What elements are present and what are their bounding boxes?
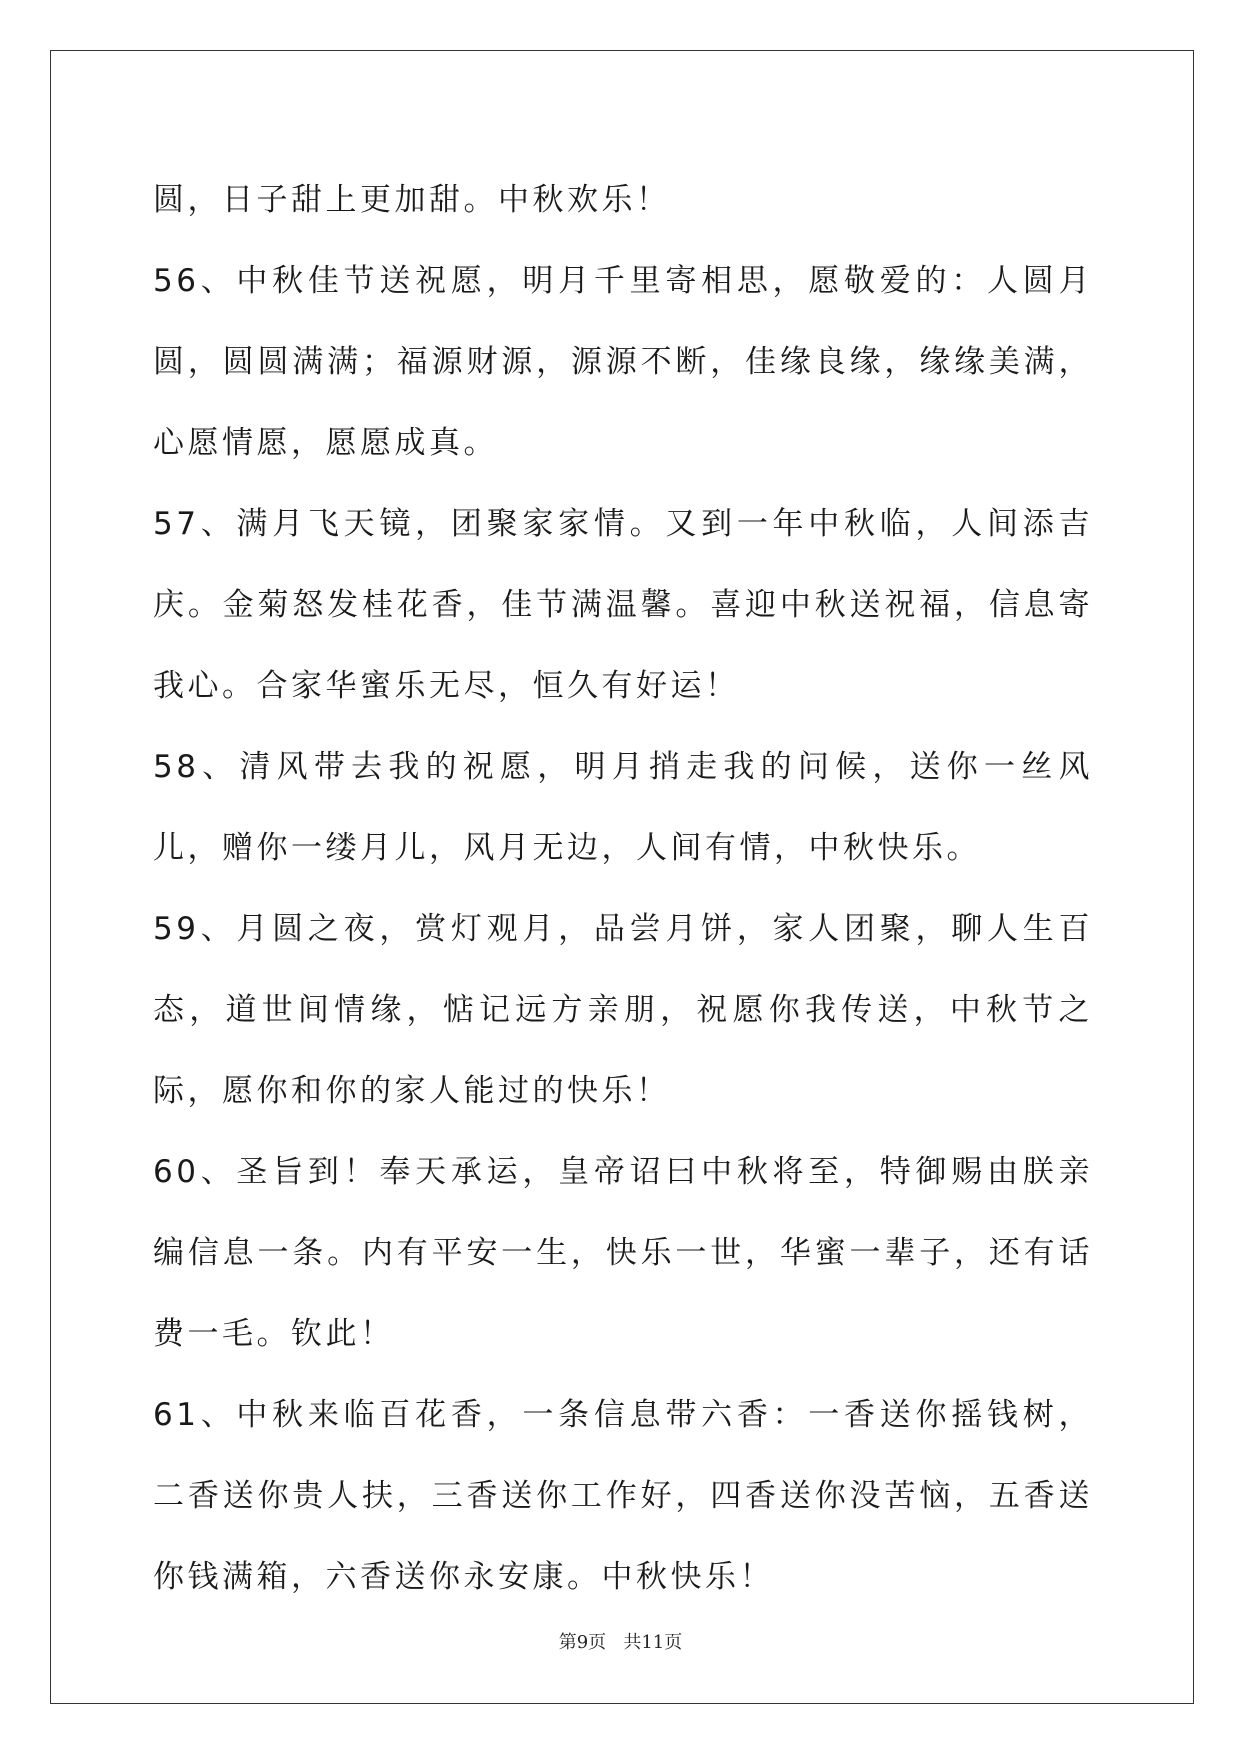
paragraph-continuation: 圆，日子甜上更加甜。中秋欢乐！ — [153, 182, 671, 218]
document-body — [153, 160, 1093, 1618]
paragraph-58: 58、清风带去我的祝愿，明月捎走我的问候，送你一丝风儿，赠你一缕月儿，风月无边，人间有情，中秋快乐。 — [153, 749, 1093, 866]
paragraph-59: 59、月圆之夜，赏灯观月，品尝月饼，家人团聚，聊人生百态，道世间情缘，惦记远方亲朋，祝愿你我传送，中秋节之际，愿你和你的家人能过的快乐！ — [153, 911, 1093, 1109]
paragraph-61: 61、中秋来临百花香，一条信息带六香：一香送你摇钱树，二香送你贵人扶，三香送你工作好，四香送你没苦恼，五香送你钱满箱，六香送你永安康。中秋快乐！ — [153, 1397, 1093, 1595]
page-number-footer: 第9页 共11页 — [558, 1632, 683, 1653]
paragraph-60: 60、圣旨到！奉天承运，皇帝诏曰中秋将至，特御赐由朕亲编信息一条。内有平安一生，快乐一世，华蜜一辈子，还有话费一毛。钦此！ — [153, 1154, 1093, 1352]
paragraph-56: 56、中秋佳节送祝愿，明月千里寄相思，愿敬爱的：人圆月圆，圆圆满满；福源财源，源源不断，佳缘良缘，缘缘美满，心愿情愿，愿愿成真。 — [153, 263, 1093, 461]
paragraph-57: 57、满月飞天镜，团聚家家情。又到一年中秋临，人间添吉庆。金菊怒发桂花香，佳节满温馨。喜迎中秋送祝福，信息寄我心。合家华蜜乐无尽，恒久有好运！ — [153, 506, 1093, 704]
